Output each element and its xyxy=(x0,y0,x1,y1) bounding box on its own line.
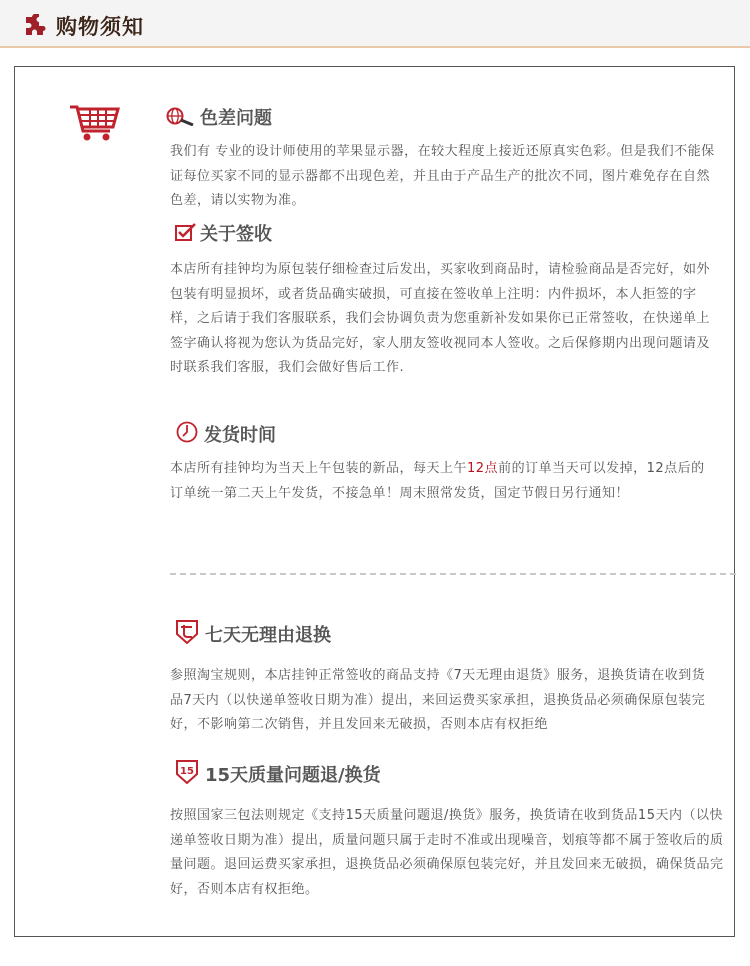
section-title-color-diff: 色差问题 xyxy=(200,108,272,129)
fifteen-badge-text: 15 xyxy=(180,766,194,777)
section-body-color-diff: 我们有 专业的设计师使用的苹果显示器，在较大程度上接近还原真实色彩。但是我们不能保证每位买家不同的显示器都不出现色差，并且由于产品生产的批次不同，图片难免存在自然色差，请以实物为准。 xyxy=(170,144,715,208)
fifteen-day-badge-icon xyxy=(176,760,198,784)
seven-day-badge-icon xyxy=(176,620,198,644)
section-title-delivery: 发货时间 xyxy=(204,425,276,446)
section-title-fifteen-day: 15天质量问题退/换货 xyxy=(205,765,381,786)
shopping-cart-icon xyxy=(68,99,120,143)
delivery-highlight-time: 12点 xyxy=(467,461,499,476)
section-body-receipt: 本店所有挂钟均为原包装仔细检查过后发出，买家收到商品时，请检验商品是否完好，如外包装有明显损坏，或者货品确实破损，可直接在签收单上注明：内件损坏，本人拒签的字样，之后请于我们客服联系，我们会协调负责为您重新补发如果你已正常签收，在快递单上签字确认将视为您认为货品完好，家人朋友签收视同本人签收。之后保修期内出现问题请及时联系我们客服，我们会做好售后工作. xyxy=(170,262,711,375)
clock-icon xyxy=(176,421,198,443)
section-title-seven-day: 七天无理由退换 xyxy=(205,625,331,646)
delivery-text-before: 本店所有挂钟均为当天上午包装的新品，每天上午 xyxy=(170,461,468,476)
section-body-delivery xyxy=(170,457,715,506)
section-body-fifteen-day: 按照国家三包法则规定《支持15天质量问题退/换货》服务，换货请在收到货品15天内（以快递单签收日期为准）提出，质量问题只属于走时不准或出现噪音，划痕等都不属于签收后的质量问题。退回运费买家承担，退换货品必须确保原包装完好，并且发回来无破损，确保货品完好，否则本店有权拒绝。 xyxy=(170,808,724,897)
delivery-text-after: 前的订单当天可以发掉，12点后的订单统一第二天上午发货，不接急单！周末照常发货，国定节假日另行通知！ xyxy=(170,461,705,501)
globe-search-icon xyxy=(166,106,198,126)
page-header xyxy=(0,0,750,48)
section-divider xyxy=(170,573,736,575)
section-title-receipt: 关于签收 xyxy=(200,224,272,245)
section-body-seven-day: 参照淘宝规则，本店挂钟正常签收的商品支持《7天无理由退货》服务，退换货请在收到货品7天内（以快递单签收日期为准）提出，来回运费买家承担，退换货品必须确保原包装完好，不影响第二次销售，并且发回来无破损，否则本店有权拒绝 xyxy=(170,668,706,732)
page-title: 购物须知 xyxy=(56,15,144,39)
puzzle-icon xyxy=(24,12,50,38)
checkbox-icon xyxy=(175,222,197,242)
